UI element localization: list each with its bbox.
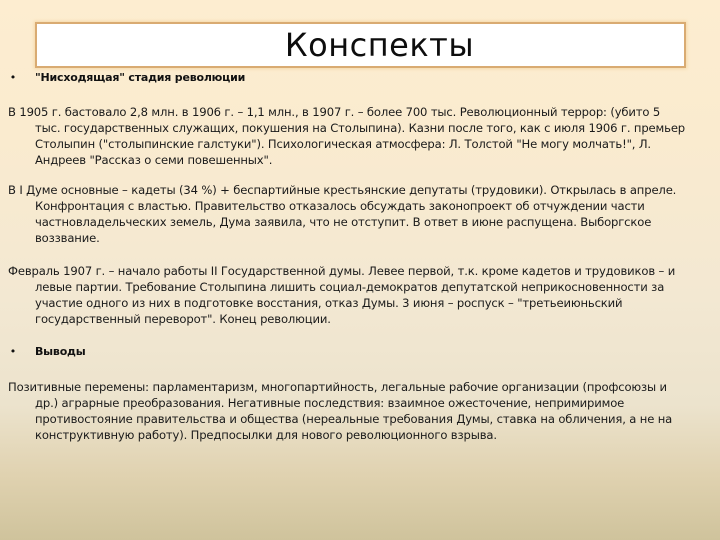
paragraph-line: Позитивные перемены: парламентаризм, многопартийность, легальные рабочие организации (профсоюзы и [8, 380, 667, 394]
slide-title: Конспекты [284, 26, 475, 64]
paragraph-line: В I Думе основные – кадеты (34 %) + беспартийные крестьянские депутаты (трудовики). Открылась в апреле. [8, 183, 677, 197]
paragraph-line: др.) аграрные преобразования. Негативные последствия: взаимное ожесточение, непримиримое [35, 396, 625, 410]
paragraph-line: участие одного из них в подготовке восстания, отказ Думы. 3 июня – роспуск – "третьеиюньский [35, 296, 623, 310]
paragraph-line: воззвание. [35, 231, 100, 245]
bullet-item-descending-stage [0, 70, 720, 86]
paragraph-line: государственный переворот". Конец революции. [35, 312, 331, 326]
bullet-item-conclusions [0, 344, 720, 360]
bullet-heading: "Нисходящая" стадия революции [35, 71, 246, 84]
paragraph-second-duma [0, 263, 720, 327]
bullet-icon: • [9, 71, 17, 84]
paragraph-line: В 1905 г. бастовало 2,8 млн. в 1906 г. – 1,1 млн., в 1907 г. – более 700 тыс. Революционный террор: (убито 5 [8, 105, 661, 119]
slide-title-box [35, 22, 686, 68]
paragraph-strikes-terror [0, 104, 720, 168]
paragraph-first-duma [0, 182, 720, 246]
paragraph-line: конструктивную работу). Предпосылки для нового революционного взрыва. [35, 428, 497, 442]
paragraph-line: противостояние правительства и общества (нереальные требования Думы, ставка на обличения, а не на [35, 412, 673, 426]
paragraph-line: Андреев "Рассказ о семи повешенных". [35, 153, 273, 167]
paragraph-conclusions [0, 379, 720, 443]
paragraph-line: Столыпин ("столыпинские галстуки"). Психологическая атмосфера: Л. Толстой "Не могу молчать!", Л. [35, 137, 651, 151]
bullet-heading: Выводы [35, 345, 86, 358]
paragraph-line: частновладельческих земель, Дума заявила, что не отступит. В ответ в июне распущена. Выборгское [35, 215, 652, 229]
paragraph-line: левые партии. Требование Столыпина лишить социал-демократов депутатской неприкосновенности за [35, 280, 665, 294]
paragraph-line: Конфронтация с властью. Правительство отказалось обсуждать законопроект об отчуждении части [35, 199, 645, 213]
bullet-icon: • [9, 345, 17, 358]
paragraph-line: тыс. государственных служащих, покушения на Столыпина). Казни после того, как с июля 1906 г. премьер [35, 121, 686, 135]
paragraph-line: Февраль 1907 г. – начало работы II Государственной думы. Левее первой, т.к. кроме кадетов и трудовиков – и [8, 264, 676, 278]
